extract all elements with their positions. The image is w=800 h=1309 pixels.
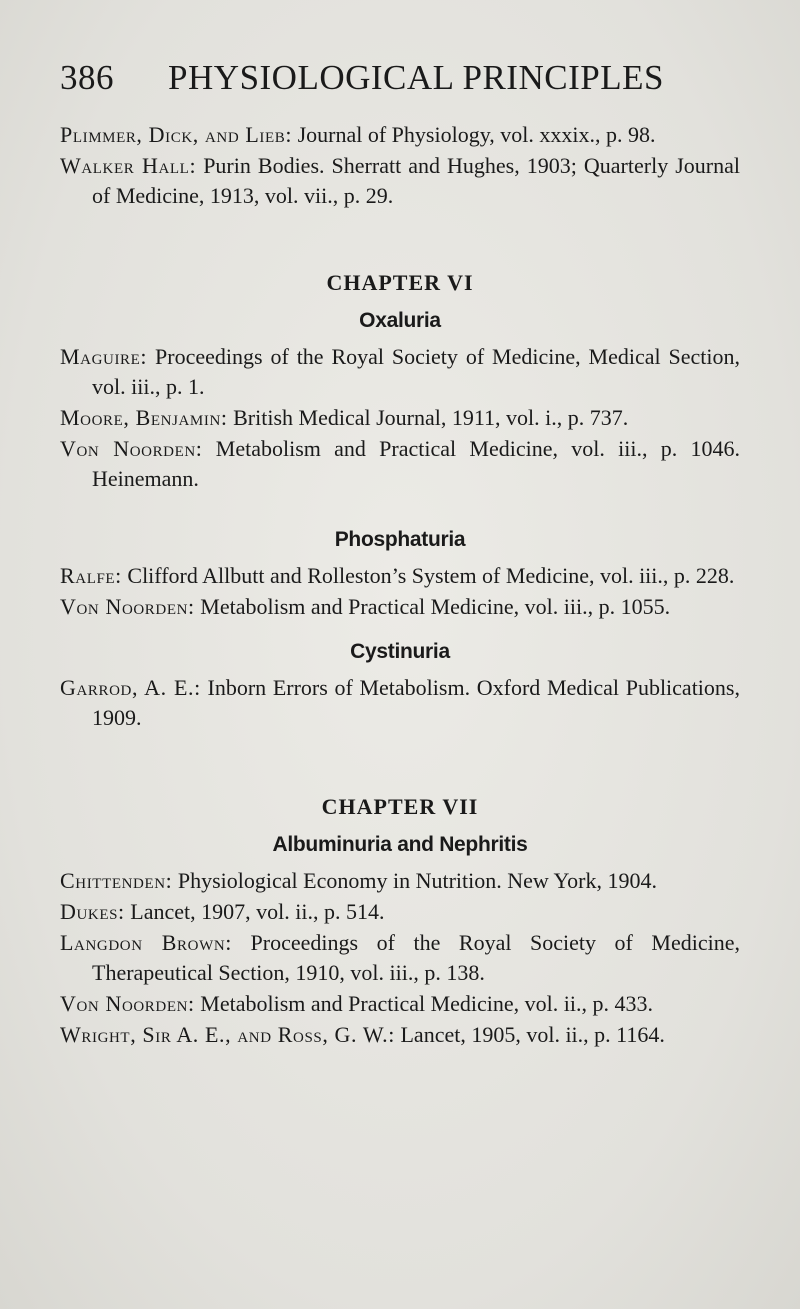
chapter-vii: [60, 792, 740, 1050]
entry-text: Clifford Allbutt and Rolleston’s System of Medicine, vol. iii., p. 228.: [121, 563, 735, 588]
bibliography-entry: [60, 928, 740, 988]
entry-author: Von Noorden:: [60, 991, 195, 1016]
entry-author: Chittenden:: [60, 868, 173, 893]
bibliography-entry: [60, 561, 740, 591]
bibliography-entry: [60, 866, 740, 896]
entry-author: Plimmer, Dick, and Lieb:: [60, 122, 293, 147]
bibliography-entry: [60, 342, 740, 402]
entry-author: Von Noorden:: [60, 594, 195, 619]
entry-author: Langdon Brown:: [60, 930, 232, 955]
section-heading-oxaluria: Oxaluria: [359, 309, 441, 332]
entry-text: Inborn Errors of Metabolism. Oxford Medical Publications, 1909.: [92, 675, 740, 730]
entry-author: Maguire:: [60, 344, 148, 369]
bibliography-entry: [60, 592, 740, 622]
entry-text: Purin Bodies. Sherratt and Hughes, 1903; Quarterly Journal of Medicine, 1913, vol. vii., p. 29.: [92, 153, 740, 208]
bibliography-entry: [60, 403, 740, 433]
entry-text: Physiological Economy in Nutrition. New York, 1904.: [172, 868, 657, 893]
running-head: [60, 58, 740, 98]
entry-text: Proceedings of the Royal Society of Medicine, Medical Section, vol. iii., p. 1.: [92, 344, 740, 399]
entry-text: Metabolism and Practical Medicine, vol. iii., p. 1055.: [194, 594, 671, 619]
bibliography-entry: [60, 434, 740, 494]
entry-author: Walker Hall:: [60, 153, 197, 178]
bibliography-entry: [60, 897, 740, 927]
entry-author: Von Noorden:: [60, 436, 203, 461]
bibliography-entry: [60, 151, 740, 211]
entry-author: Ralfe:: [60, 563, 122, 588]
entry-text: Lancet, 1907, vol. ii., p. 514.: [124, 899, 385, 924]
bibliography-entry: [60, 120, 740, 150]
entry-text: Journal of Physiology, vol. xxxix., p. 98.: [292, 122, 656, 147]
section-heading-cystinuria: Cystinuria: [350, 640, 450, 663]
entry-text: Metabolism and Practical Medicine, vol. ii., p. 433.: [194, 991, 654, 1016]
entry-author: Moore, Benjamin:: [60, 405, 228, 430]
bibliography-entry: [60, 1020, 740, 1050]
entry-text: Metabolism and Practical Medicine, vol. iii., p. 1046. Heinemann.: [92, 436, 740, 491]
bibliography-continued: [60, 120, 740, 211]
running-title: PHYSIOLOGICAL PRINCIPLES: [168, 58, 664, 97]
page-number: 386: [60, 58, 114, 97]
entry-author: Garrod, A. E.:: [60, 675, 201, 700]
bibliography-entry: [60, 989, 740, 1019]
chapter-title: CHAPTER VII: [321, 794, 479, 819]
entry-text: British Medical Journal, 1911, vol. i., p. 737.: [227, 405, 629, 430]
entry-author: Dukes:: [60, 899, 125, 924]
chapter-vi: [60, 268, 740, 733]
bibliography-entry: [60, 673, 740, 733]
section-heading-phosphaturia: Phosphaturia: [334, 528, 466, 551]
entry-author: Wright, Sir A. E., and Ross, G. W.:: [60, 1022, 395, 1047]
entry-text: Proceedings of the Royal Society of Medicine, Therapeutical Section, 1910, vol. iii., p. 138.: [92, 930, 740, 985]
chapter-title: CHAPTER VI: [326, 270, 474, 295]
entry-text: Lancet, 1905, vol. ii., p. 1164.: [394, 1022, 665, 1047]
section-heading-albuminuria: Albuminuria and Nephritis: [272, 833, 528, 856]
